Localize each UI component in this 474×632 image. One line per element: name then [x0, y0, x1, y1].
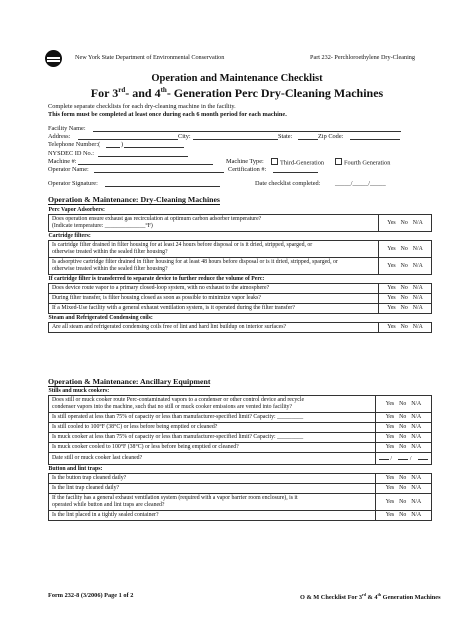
- facility-name-label: Facility Name:: [48, 125, 86, 132]
- date-blank[interactable]: [418, 454, 428, 460]
- answer-na[interactable]: N/A: [411, 434, 422, 440]
- group-label: Perc Vapor Adsorbers:: [48, 206, 105, 213]
- checklist-question: [49, 443, 376, 453]
- checklist-row: [49, 453, 432, 465]
- city-field[interactable]: [193, 133, 278, 140]
- checklist-question: [49, 484, 376, 494]
- question-text-cont: operated while button and lint traps are cleaned?: [52, 502, 165, 508]
- answer-na[interactable]: N/A: [412, 295, 423, 301]
- form-number: Form 232-8 (3/2006) Page 1 of 2: [48, 592, 134, 599]
- operator-signature-label: Operator Signature:: [48, 180, 98, 187]
- group-label: Cartridge filters:: [48, 232, 91, 239]
- checklist-question: [49, 396, 376, 413]
- question-text: Is the lint placed in a tightly sealed container?: [52, 512, 159, 518]
- answer-yes[interactable]: Yes: [387, 285, 396, 291]
- operator-name-field[interactable]: [94, 166, 224, 173]
- answer-options: [375, 443, 431, 453]
- answer-options: [375, 474, 431, 484]
- checklist-row: [49, 413, 432, 423]
- nysdec-logo: [45, 50, 62, 67]
- answer-no[interactable]: No: [400, 245, 408, 252]
- checklist-question: [49, 511, 376, 521]
- answer-na[interactable]: N/A: [411, 414, 422, 420]
- certification-field[interactable]: [273, 166, 318, 173]
- operator-name-label: Operator Name:: [48, 165, 89, 173]
- answer-na[interactable]: N/A: [412, 262, 423, 269]
- answer-na[interactable]: N/A: [411, 512, 422, 518]
- question-text: Is the button trap cleaned daily?: [52, 475, 127, 481]
- answer-no[interactable]: No: [400, 285, 408, 291]
- address-field[interactable]: [78, 133, 178, 140]
- question-text: Is cartridge filter drained in filter housing for at least 24 hours before disposal or is it dried, stripped, sparged, or: [52, 242, 313, 248]
- answer-yes[interactable]: Yes: [387, 295, 396, 301]
- checklist-row: [49, 215, 432, 232]
- checklist-question: [49, 304, 379, 314]
- form-title: Operation and Maintenance Checklist: [151, 73, 323, 84]
- answer-yes[interactable]: Yes: [385, 512, 395, 518]
- answer-options: [379, 323, 432, 333]
- group-label: If cartridge filter is transferred to separate device to further reduce the volume of Perc:: [48, 275, 265, 282]
- date-completed-field[interactable]: _____/_____/_____: [335, 180, 386, 187]
- answer-no[interactable]: No: [399, 485, 407, 491]
- checklist-row: [49, 443, 432, 453]
- address-label: Address:: [48, 133, 71, 141]
- checklist-row: [49, 484, 432, 494]
- checklist-question: [49, 433, 376, 443]
- fourth-gen-label: Fourth Generation: [344, 159, 391, 167]
- checklist-row: [49, 304, 432, 314]
- answer-na[interactable]: N/A: [411, 485, 422, 491]
- zip-field[interactable]: [350, 133, 400, 140]
- answer-na[interactable]: N/A: [411, 424, 422, 430]
- answer-yes[interactable]: Yes: [385, 444, 395, 450]
- question-text: If the facility has a general exhaust ventilation system (required with a vapor barrier room enclosure), is it: [52, 495, 298, 501]
- city-label: City:: [178, 133, 191, 141]
- nysdec-id-label: NYSDEC ID No.:: [48, 149, 95, 157]
- checklist-row: [49, 294, 432, 304]
- state-field[interactable]: [298, 133, 318, 140]
- answer-no[interactable]: No: [399, 414, 407, 420]
- checklist-row: [49, 241, 432, 258]
- answer-no[interactable]: No: [400, 262, 408, 269]
- checklist-question: [49, 215, 379, 232]
- section-dry-cleaning-title: Operation & Maintenance: Dry-Cleaning Machines: [48, 195, 220, 204]
- telephone-label: Telephone Number:(: [48, 141, 101, 149]
- checklist-question: [49, 494, 376, 511]
- checklist-row: [49, 494, 432, 511]
- answer-no[interactable]: No: [399, 424, 407, 430]
- answer-na[interactable]: N/A: [412, 245, 423, 252]
- group-label: Button and lint traps:: [48, 465, 103, 472]
- group-label: Stills and muck cookers:: [48, 387, 110, 394]
- machine-number-label: Machine #:: [48, 157, 77, 165]
- answer-options: [379, 294, 432, 304]
- answer-options: [375, 494, 431, 511]
- answer-no[interactable]: No: [399, 498, 407, 505]
- answer-options: [375, 413, 431, 423]
- answer-options: [379, 304, 432, 314]
- group-label-row: [49, 232, 432, 241]
- answer-no[interactable]: No: [399, 475, 407, 481]
- checklist-row: [49, 474, 432, 484]
- area-code-field[interactable]: [106, 141, 120, 148]
- question-text-cont: condenser vapors into the machine, such that no still or muck cooker emissions are vented into facility?: [52, 404, 293, 410]
- group-label-row: [49, 465, 432, 474]
- checklist-question: [49, 284, 379, 294]
- question-text: Is muck cooker at less than 75% of capacity or less than manufacturer-specified limit? Capacity: _________: [52, 434, 304, 440]
- answer-no[interactable]: No: [400, 305, 408, 311]
- question-text: Date still or muck cooker last cleaned?: [52, 455, 143, 461]
- checklist-row: [49, 323, 432, 333]
- certification-label: Certification #:: [228, 165, 267, 173]
- dry-cleaning-checklist-table: [48, 206, 432, 333]
- section-ancillary-title: Operation & Maintenance: Ancillary Equipment: [48, 377, 211, 386]
- answer-options: [375, 484, 431, 494]
- question-text-cont: otherwise treated within the sealed filter housing?: [52, 266, 168, 272]
- question-text: Is the lint trap cleaned daily?: [52, 485, 120, 491]
- checklist-row: [49, 423, 432, 433]
- answer-na[interactable]: N/A: [411, 498, 422, 505]
- group-label-row: [49, 314, 432, 323]
- question-text: Are all steam and refrigerated condensing coils free of lint and hard lint buildup on interior surfaces?: [52, 324, 287, 330]
- answer-yes[interactable]: Yes: [385, 498, 395, 505]
- checklist-row: [49, 258, 432, 275]
- date-blank[interactable]: [398, 454, 408, 460]
- answer-yes[interactable]: Yes: [385, 414, 395, 420]
- question-text: If a Mixed-Use facility with a general exhaust ventilation system, is it operated during the filter transfer?: [52, 305, 295, 311]
- checklist-row: [49, 511, 432, 521]
- answer-no[interactable]: No: [399, 444, 407, 450]
- operator-signature-field[interactable]: [105, 180, 220, 187]
- answer-no[interactable]: No: [400, 295, 408, 301]
- answer-yes[interactable]: Yes: [385, 434, 395, 440]
- answer-options: [379, 284, 432, 294]
- checklist-row: [49, 284, 432, 294]
- answer-yes[interactable]: Yes: [387, 324, 396, 330]
- group-label-row: [49, 387, 432, 396]
- regulation-part: Part 232- Perchloroethylene Dry-Cleaning: [310, 54, 415, 61]
- answer-na[interactable]: N/A: [412, 324, 423, 330]
- zip-label: Zip Code:: [318, 133, 344, 141]
- nysdec-id-field[interactable]: [98, 150, 188, 157]
- answer-yes[interactable]: Yes: [387, 245, 396, 252]
- checklist-question: [49, 241, 379, 258]
- checklist-question: [49, 423, 376, 433]
- answer-yes[interactable]: Yes: [385, 485, 395, 491]
- date-completed-label: Date checklist completed:: [255, 180, 321, 187]
- answer-options: [379, 241, 432, 258]
- answer-options: [379, 258, 432, 275]
- question-text: Does device route vapor to a primary closed-loop system, with no exhaust to the atmosphere?: [52, 285, 270, 291]
- question-text: Is muck cooker cooled to 100°F (38°C) or less before being emptied or cleaned?: [52, 444, 239, 450]
- answer-yes[interactable]: Yes: [387, 305, 396, 311]
- checklist-question: [49, 258, 379, 275]
- question-text: Does still or muck cooker route Perc-contaminated vapors to a condenser or other control device and recycle: [52, 397, 305, 403]
- instructions-line-2: This form must be completed at least once during each 6 month period for each machine.: [48, 111, 287, 118]
- answer-na[interactable]: N/A: [411, 444, 422, 450]
- answer-na[interactable]: N/A: [412, 305, 423, 311]
- answer-options: [379, 215, 432, 232]
- footer-title: O & M Checklist For 3rd & 4th Generation Machines: [300, 592, 441, 602]
- answer-yes[interactable]: Yes: [387, 219, 396, 226]
- checklist-question: [49, 453, 376, 465]
- checklist-question: [49, 413, 376, 423]
- state-label: State:: [278, 133, 293, 141]
- answer-no[interactable]: No: [399, 512, 407, 518]
- answer-na[interactable]: N/A: [412, 285, 423, 291]
- checklist-question: [49, 294, 379, 304]
- answer-options: [375, 433, 431, 443]
- group-label-row: [49, 275, 432, 284]
- agency-name: New York State Department of Environmental Conservation: [75, 54, 225, 61]
- group-label: Steam and Refrigerated Condensing coils:: [48, 314, 153, 321]
- answer-options: [375, 423, 431, 433]
- question-text: Does operation ensure exhaust gas recirculation at optimum carbon adsorber temperature?: [52, 216, 262, 222]
- date-answer-field[interactable]: / /: [375, 453, 431, 465]
- form-subtitle: For 3rd- and 4th- Generation Perc Dry-Cleaning Machines: [90, 86, 384, 100]
- answer-no[interactable]: No: [400, 219, 408, 226]
- answer-no[interactable]: No: [399, 434, 407, 440]
- answer-yes[interactable]: Yes: [387, 262, 396, 269]
- facility-name-field[interactable]: [93, 125, 401, 132]
- answer-na[interactable]: N/A: [411, 475, 422, 481]
- question-text: During filter transfer, is filter housing closed as soon as possible to minimize vapor leaks?: [52, 295, 261, 301]
- checklist-row: [49, 433, 432, 443]
- answer-yes[interactable]: Yes: [385, 424, 395, 430]
- machine-type-label: Machine Type:: [226, 157, 264, 165]
- instructions-line-1: Complete separate checklists for each dry-cleaning machine in the facility.: [48, 103, 236, 110]
- telephone-paren: ): [121, 141, 124, 149]
- facility-info-fields: [48, 125, 433, 174]
- checklist-row: [49, 396, 432, 413]
- third-gen-label: Third-Generation: [280, 159, 325, 167]
- question-text-cont: otherwise treated within the sealed filter housing?: [52, 249, 168, 255]
- answer-na[interactable]: N/A: [411, 400, 422, 407]
- checklist-question: [49, 474, 376, 484]
- question-text: Is adsorptive cartridge filter drained in filter housing for at least 48 hours before disposal or is it dried, stripped, sparged, or: [52, 259, 338, 265]
- question-text-cont: (Indicate temperature: ______________°F): [52, 223, 153, 229]
- answer-options: [375, 396, 431, 413]
- telephone-field[interactable]: [124, 141, 184, 148]
- answer-na[interactable]: N/A: [412, 219, 423, 226]
- answer-options: [375, 511, 431, 521]
- question-text: Is still operated at less than 75% of capacity or less than manufacturer-specified limit? Capacity: _________: [52, 414, 304, 420]
- answer-no[interactable]: No: [400, 324, 408, 330]
- ancillary-checklist-table: [48, 387, 432, 521]
- answer-no[interactable]: No: [399, 400, 407, 407]
- answer-yes[interactable]: Yes: [385, 400, 395, 407]
- machine-number-field[interactable]: [78, 158, 213, 165]
- answer-yes[interactable]: Yes: [385, 475, 395, 481]
- question-text: Is still cooled to 100°F (38°C) or less before being emptied or cleaned?: [52, 424, 218, 430]
- group-label-row: [49, 206, 432, 215]
- checklist-question: [49, 323, 379, 333]
- date-blank[interactable]: [379, 454, 389, 460]
